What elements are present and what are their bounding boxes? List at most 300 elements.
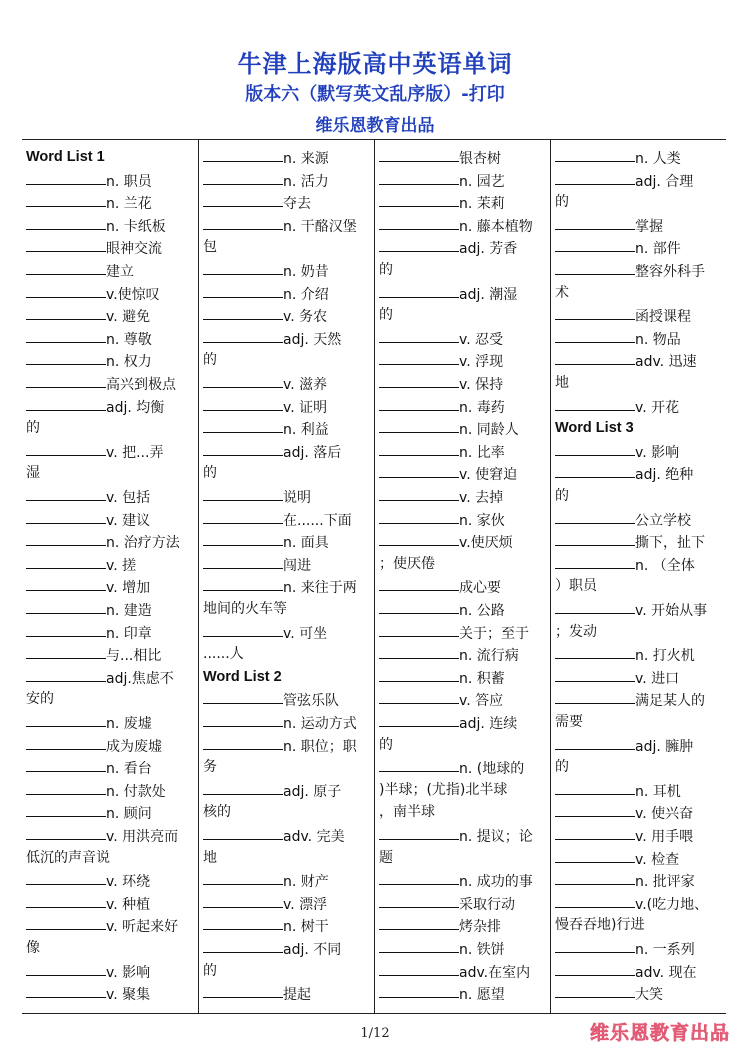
entry-text: n. 利益	[283, 422, 329, 439]
entry-text: n. 铁饼	[459, 942, 505, 958]
vocab-entry	[26, 260, 134, 280]
answer-blank	[555, 554, 635, 569]
entry-text: v. 证明	[283, 399, 328, 416]
answer-blank	[203, 305, 283, 320]
vocab-entry	[26, 576, 150, 596]
vocab-entry	[379, 283, 517, 303]
vocab-entry	[26, 328, 152, 348]
vocab-entry	[26, 486, 150, 506]
answer-blank	[26, 441, 106, 456]
vocab-entry	[555, 938, 695, 958]
entry-text: v. 用洪亮而	[106, 829, 179, 845]
entry-text: 安的	[26, 691, 54, 708]
vocab-entry	[26, 735, 162, 755]
answer-blank	[379, 147, 459, 162]
entry-text: adv. 完美	[283, 829, 345, 845]
entry-text: adj. 潮湿	[459, 286, 518, 303]
vocab-entry	[555, 802, 693, 822]
vocab-entry	[555, 215, 663, 235]
word-column-1	[22, 140, 198, 1013]
entry-text: n. 印章	[106, 625, 152, 642]
answer-blank	[555, 350, 635, 365]
answer-blank	[26, 802, 106, 817]
answer-blank	[26, 667, 106, 682]
vocab-entry	[26, 961, 150, 981]
answer-blank	[379, 667, 459, 682]
vocab-entry	[379, 509, 505, 529]
answer-blank	[555, 328, 635, 343]
vocab-entry	[555, 780, 681, 800]
answer-blank	[26, 735, 106, 750]
entry-text: v. 建议	[106, 512, 151, 529]
entry-text: 题	[379, 849, 393, 866]
vocab-entry	[379, 757, 524, 777]
entry-text: v. 答应	[459, 693, 504, 710]
answer-blank	[26, 576, 106, 591]
entry-text: 烤杂排	[459, 919, 501, 936]
vocab-entry	[26, 237, 162, 257]
vocab-entry-continuation	[555, 712, 583, 732]
entry-text: adv.在室内	[459, 964, 531, 981]
answer-blank	[555, 938, 635, 953]
answer-blank	[379, 509, 459, 524]
answer-blank	[203, 509, 283, 524]
vocab-entry	[379, 825, 533, 845]
vocab-entry	[203, 170, 329, 190]
entry-text: 核的	[203, 804, 231, 821]
vocab-entry	[26, 170, 152, 190]
word-list-title: Word List 1	[26, 149, 105, 165]
entry-text: 的	[203, 352, 217, 369]
answer-blank	[26, 757, 106, 772]
vocab-entry	[555, 983, 663, 1003]
vocab-entry	[555, 848, 679, 868]
vocab-entry	[26, 644, 161, 664]
answer-blank	[379, 463, 459, 478]
vocab-entry	[555, 441, 679, 461]
vocab-entry	[26, 531, 180, 551]
answer-blank	[555, 689, 635, 704]
entry-text: n. 顾问	[106, 806, 152, 823]
vocab-entry	[26, 305, 150, 325]
answer-blank	[379, 373, 459, 388]
answer-blank	[379, 825, 459, 840]
vocab-entry-continuation	[555, 915, 644, 935]
vocab-entry	[26, 893, 150, 913]
entry-text: 闯进	[283, 557, 311, 574]
entry-text: 满足某人的	[635, 693, 705, 710]
vocab-entry	[555, 599, 707, 619]
vocab-entry	[26, 622, 152, 642]
entry-text: 的	[203, 962, 217, 979]
entry-text: adv. 迅速	[635, 354, 697, 371]
vocab-entry-continuation	[555, 486, 569, 506]
entry-text: n. 毒药	[459, 399, 505, 416]
word-column-2	[198, 140, 375, 1013]
vocab-entry-continuation	[555, 622, 597, 642]
answer-blank	[203, 192, 283, 207]
entry-text: v. 开始从事	[635, 603, 708, 619]
answer-blank	[203, 870, 283, 885]
publisher-line: 维乐恩教育出品	[315, 116, 435, 136]
entry-text: 低沉的声音说	[26, 849, 110, 866]
vocab-entry	[26, 915, 178, 935]
vocab-entry	[203, 373, 327, 393]
vocab-entry	[379, 961, 530, 981]
entry-text: n. 建造	[106, 603, 152, 619]
vocab-entry	[379, 576, 501, 596]
entry-text: n. 兰花	[106, 196, 152, 213]
entry-text: n. 干酪汉堡	[283, 218, 357, 235]
vocab-entry-continuation	[26, 938, 40, 958]
answer-blank	[379, 961, 459, 976]
vocab-entry	[555, 509, 691, 529]
vocab-entry	[555, 531, 705, 551]
vocab-entry	[555, 170, 693, 190]
entry-text: 的	[555, 759, 569, 776]
entry-text: 整容外科手	[635, 264, 705, 280]
entry-text: n. 介绍	[283, 286, 329, 303]
vocab-entry	[203, 441, 341, 461]
vocab-entry	[26, 441, 163, 461]
entry-text: v. 可坐	[283, 625, 328, 642]
vocab-entry-continuation	[379, 780, 507, 800]
vocab-entry	[555, 961, 697, 981]
answer-blank	[26, 396, 106, 411]
entry-text: adj. 芳香	[459, 241, 518, 258]
answer-blank	[379, 689, 459, 704]
vocab-entry-continuation	[203, 757, 217, 777]
entry-text: 在......下面	[283, 512, 352, 529]
vocab-entry-continuation	[555, 576, 597, 596]
vocab-entry	[203, 283, 329, 303]
entry-text: 大笑	[635, 987, 663, 1004]
entry-text: adj. 不同	[283, 942, 342, 958]
answer-blank	[26, 983, 106, 998]
entry-text: n. 提议；论	[459, 829, 533, 845]
vocab-entry	[203, 260, 329, 280]
answer-blank	[26, 599, 106, 614]
vocab-entry	[379, 689, 503, 709]
entry-text: 说明	[283, 490, 311, 506]
answer-blank	[555, 441, 635, 456]
answer-blank	[379, 192, 459, 207]
entry-text: v. 聚集	[106, 987, 151, 1004]
entry-text: 成心要	[459, 580, 501, 597]
page-number: 1/12	[360, 1026, 390, 1041]
entry-text: v. 保持	[459, 377, 504, 393]
entry-text: 撕下，扯下	[635, 535, 705, 552]
answer-blank	[379, 441, 459, 456]
answer-blank	[555, 983, 635, 998]
entry-text: ，南半球	[379, 804, 435, 821]
entry-text: n. 积蓄	[459, 670, 505, 687]
word-list-grid	[22, 139, 726, 1014]
answer-blank	[379, 237, 459, 252]
answer-blank	[26, 192, 106, 207]
entry-text: v. 漂浮	[283, 896, 328, 913]
answer-blank	[203, 554, 283, 569]
answer-blank	[26, 622, 106, 637]
vocab-entry-continuation	[379, 554, 435, 574]
entry-text: n. 部件	[635, 241, 681, 258]
vocab-entry	[379, 870, 533, 890]
vocab-entry	[203, 328, 341, 348]
entry-text: 地	[555, 375, 569, 391]
vocab-entry-continuation	[379, 735, 393, 755]
answer-blank	[203, 441, 283, 456]
entry-text: v. 使兴奋	[635, 806, 694, 823]
vocab-entry	[26, 215, 166, 235]
entry-text: n. 看台	[106, 761, 152, 778]
answer-blank	[26, 712, 106, 727]
entry-text: v. 务农	[283, 309, 328, 326]
entry-text: adj. 连续	[459, 716, 518, 732]
entry-text: ......人	[203, 646, 244, 663]
vocab-entry	[555, 350, 697, 370]
entry-text: n. 奶昔	[283, 264, 329, 280]
entry-text: 的	[555, 488, 569, 504]
entry-text: 掌握	[635, 218, 663, 235]
vocab-entry-continuation	[555, 192, 569, 212]
vocab-entry-continuation	[555, 283, 569, 303]
vocab-entry	[26, 396, 164, 416]
answer-blank	[26, 870, 106, 885]
entry-text: v. 用手喂	[635, 829, 694, 845]
vocab-entry	[203, 215, 357, 235]
entry-text: v. 搓	[106, 557, 137, 574]
entry-text: v. 种植	[106, 896, 151, 913]
answer-blank	[26, 644, 106, 659]
entry-text: 提起	[283, 987, 311, 1004]
entry-text: v. 影响	[635, 444, 680, 461]
answer-blank	[555, 396, 635, 411]
answer-blank	[379, 599, 459, 614]
answer-blank	[555, 305, 635, 320]
vocab-entry	[555, 667, 679, 687]
answer-blank	[26, 215, 106, 230]
answer-blank	[26, 486, 106, 501]
entry-text: n. 运动方式	[283, 716, 357, 732]
entry-text: 像	[26, 940, 40, 956]
vocab-entry	[555, 463, 693, 483]
answer-blank	[203, 283, 283, 298]
vocab-entry	[203, 418, 329, 438]
entry-text: n. 同龄人	[459, 422, 519, 439]
entry-text: v.(吃力地、	[635, 896, 709, 913]
vocab-entry	[203, 780, 341, 800]
entry-text: n. 愿望	[459, 987, 505, 1004]
vocab-entry	[203, 486, 311, 506]
answer-blank	[203, 893, 283, 908]
vocab-entry	[555, 689, 705, 709]
entry-text: n. 治疗方法	[106, 535, 180, 552]
answer-blank	[26, 328, 106, 343]
word-list-heading	[203, 667, 282, 687]
vocab-entry	[203, 396, 327, 416]
entry-text: 与...相比	[106, 648, 162, 665]
entry-text: 的	[379, 736, 393, 753]
answer-blank	[26, 893, 106, 908]
entry-text: ；发动	[555, 623, 597, 640]
entry-text: n. 职员	[106, 173, 152, 190]
entry-text: n. (地球的	[459, 761, 525, 778]
entry-text: n. 批评家	[635, 874, 695, 891]
entry-text: v. 影响	[106, 964, 151, 981]
entry-text: 的	[203, 465, 217, 482]
entry-text: n. 废墟	[106, 716, 152, 732]
vocab-entry	[203, 531, 329, 551]
answer-blank	[555, 802, 635, 817]
vocab-entry	[379, 667, 505, 687]
vocab-entry	[379, 441, 505, 461]
vocab-entry-continuation	[203, 237, 217, 257]
vocab-entry	[379, 712, 517, 732]
entry-text: 包	[203, 239, 217, 256]
answer-blank	[379, 396, 459, 411]
answer-blank	[26, 260, 106, 275]
entry-text: adv. 现在	[635, 964, 697, 981]
entry-text: 眼神交流	[106, 241, 162, 258]
vocab-entry	[203, 870, 329, 890]
vocab-entry-continuation	[203, 463, 217, 483]
vocab-entry	[379, 350, 503, 370]
entry-text: n. 财产	[283, 874, 329, 891]
entry-text: n. 藤本植物	[459, 218, 533, 235]
answer-blank	[26, 961, 106, 976]
answer-blank	[379, 576, 459, 591]
answer-blank	[203, 576, 283, 591]
vocab-entry	[26, 554, 136, 574]
vocab-entry-continuation	[26, 463, 40, 483]
answer-blank	[379, 870, 459, 885]
vocab-entry	[203, 983, 311, 1003]
entry-text: n. 尊敬	[106, 331, 152, 348]
answer-blank	[379, 938, 459, 953]
vocab-entry	[555, 305, 691, 325]
answer-blank	[379, 170, 459, 185]
vocab-entry	[379, 893, 515, 913]
answer-blank	[555, 260, 635, 275]
answer-blank	[555, 531, 635, 546]
entry-text: 湿	[26, 465, 40, 482]
vocab-entry	[379, 373, 503, 393]
answer-blank	[379, 328, 459, 343]
answer-blank	[203, 825, 283, 840]
entry-text: ）职员	[555, 578, 597, 595]
entry-text: adj. 臃肿	[635, 738, 694, 755]
answer-blank	[379, 983, 459, 998]
entry-text: 采取行动	[459, 896, 515, 913]
entry-text: 建立	[106, 264, 134, 280]
entry-text: n. 比率	[459, 444, 505, 461]
entry-text: 地	[203, 849, 217, 866]
vocab-entry-continuation	[555, 757, 569, 777]
word-list-title: Word List 2	[203, 668, 282, 685]
vocab-entry	[203, 915, 329, 935]
answer-blank	[555, 509, 635, 524]
entry-text: v. 避免	[106, 309, 151, 326]
vocab-entry	[26, 870, 150, 890]
answer-blank	[555, 961, 635, 976]
entry-text: n. 打火机	[635, 648, 695, 665]
entry-text: v. 环绕	[106, 874, 151, 891]
entry-text: n. 职位；职	[283, 738, 357, 755]
vocab-entry	[555, 735, 693, 755]
answer-blank	[203, 938, 283, 953]
entry-text: n. 物品	[635, 331, 681, 348]
entry-text: n. 树干	[283, 919, 329, 936]
entry-text: 管弦乐队	[283, 693, 339, 710]
vocab-entry	[555, 870, 695, 890]
word-list-heading	[26, 147, 105, 167]
entry-text: adj. 均衡	[106, 399, 165, 416]
entry-text: v.使惊叹	[106, 286, 160, 303]
vocab-entry-continuation	[26, 418, 40, 438]
vocab-entry	[555, 237, 681, 257]
answer-blank	[203, 486, 283, 501]
answer-blank	[203, 712, 283, 727]
answer-blank	[379, 531, 459, 546]
vocab-entry	[26, 780, 166, 800]
answer-blank	[555, 667, 635, 682]
answer-blank	[203, 215, 283, 230]
answer-blank	[379, 893, 459, 908]
entry-text: v. 进口	[635, 670, 680, 687]
vocab-entry	[26, 192, 152, 212]
answer-blank	[555, 170, 635, 185]
answer-blank	[555, 735, 635, 750]
answer-blank	[26, 350, 106, 365]
vocab-entry	[379, 622, 529, 642]
vocab-entry-continuation	[26, 848, 110, 868]
entry-text: adj.焦虑不	[106, 670, 174, 687]
entry-text: adj. 原子	[283, 783, 342, 800]
entry-text: n. 权力	[106, 354, 152, 371]
vocab-entry	[379, 147, 501, 167]
answer-blank	[555, 237, 635, 252]
answer-blank	[203, 418, 283, 433]
vocab-entry	[26, 509, 150, 529]
answer-blank	[203, 260, 283, 275]
vocab-entry	[555, 260, 705, 280]
answer-blank	[203, 531, 283, 546]
entry-text: n. 面具	[283, 535, 329, 552]
vocab-entry	[555, 328, 681, 348]
entry-text: 成为废墟	[106, 738, 162, 755]
page-title: 牛津上海版高中英语单词	[237, 50, 513, 78]
entry-text: 的	[379, 262, 393, 278]
answer-blank	[26, 825, 106, 840]
vocab-entry	[203, 825, 345, 845]
entry-text: 的	[379, 307, 393, 324]
vocab-entry	[203, 576, 357, 596]
vocab-entry	[379, 599, 505, 619]
entry-text: n. 来往于两	[283, 580, 357, 597]
vocab-entry	[203, 712, 357, 732]
entry-text: 的	[555, 194, 569, 211]
entry-text: n. 耳机	[635, 783, 681, 800]
vocab-entry-continuation	[555, 373, 569, 393]
entry-text: ；使厌倦	[379, 555, 435, 572]
vocab-entry	[26, 802, 152, 822]
answer-blank	[379, 215, 459, 230]
entry-text: 的	[26, 420, 40, 437]
answer-blank	[555, 848, 635, 863]
vocab-entry-continuation	[203, 599, 287, 619]
entry-text: n. 来源	[283, 151, 329, 167]
vocab-entry	[203, 147, 329, 167]
